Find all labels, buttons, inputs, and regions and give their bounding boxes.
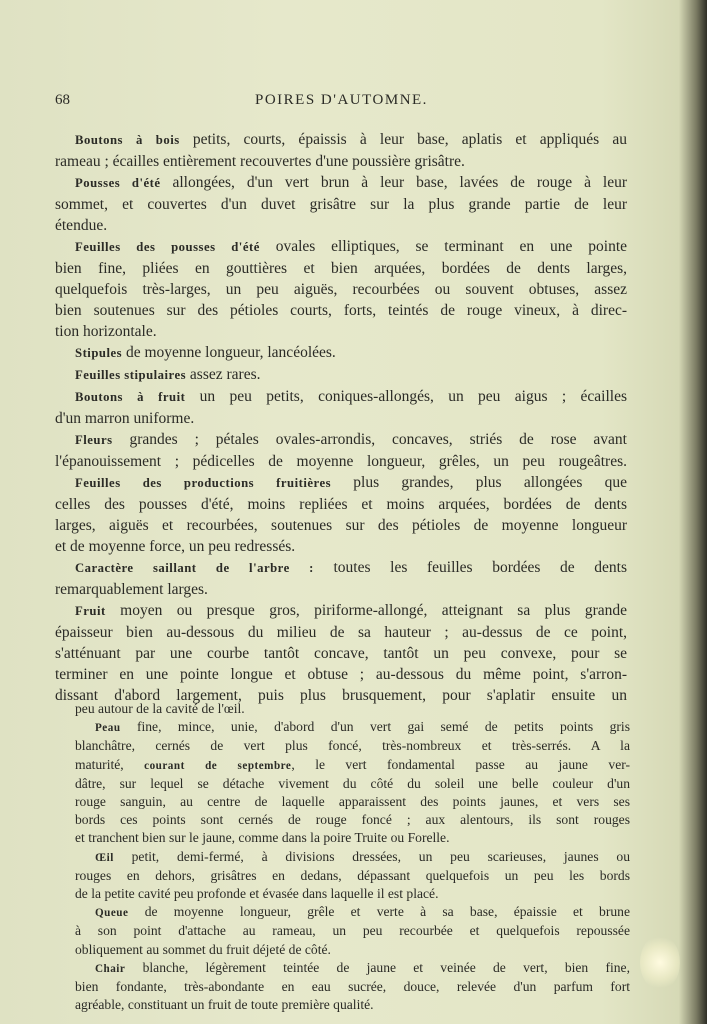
line-text: et de moyenne force, un peu redressés. xyxy=(55,538,296,555)
line-text: maturité, xyxy=(75,756,145,772)
text-line xyxy=(55,408,627,429)
line-text: obliquement au sommet du fruit déjeté de côté. xyxy=(75,941,331,957)
line-text: peu autour de la cavité de l'œil. xyxy=(75,701,245,716)
line-text: de la petite cavité peu profonde et évasée dans laquelle il est placé. xyxy=(75,886,439,902)
text-line xyxy=(75,978,630,996)
text-line xyxy=(55,515,627,536)
line-text: moyen ou presque gros, piriforme-allongé, atteignant sa plus grande xyxy=(105,602,627,619)
line-text: et tranchent bien sur le jaune, comme dans la poire Truite ou Forelle. xyxy=(75,830,450,846)
line-text: remarquablement larges. xyxy=(55,581,208,598)
line-text: bien soutenues sur des pétioles courts, forts, teintés de rouge vineux, à direc- xyxy=(55,302,627,319)
text-line xyxy=(75,848,630,867)
line-text: tion horizontale. xyxy=(55,323,157,340)
emphasis-text: courant de septembre xyxy=(144,759,292,772)
run-in-heading: Fleurs xyxy=(75,433,113,447)
line-text: bords ces points sont cernés de rouge foncé ; aux alentours, ils sont rouges xyxy=(75,812,630,828)
text-line xyxy=(55,536,627,557)
line-text: toutes les feuilles bordées de dents xyxy=(313,559,627,576)
run-in-heading: Queue xyxy=(95,907,129,920)
text-line xyxy=(75,700,630,718)
text-line xyxy=(55,622,627,643)
run-in-heading: Boutons à bois xyxy=(75,133,180,147)
line-text: rameau ; écailles entièrement recouvertes d'une poussière grisâtre. xyxy=(55,153,465,170)
page-number: 68 xyxy=(55,92,70,108)
text-line xyxy=(55,643,627,664)
line-text: rouge sanguin, au centre de laquelle apparaissent des points jaunes, et vers ses xyxy=(75,794,630,810)
text-line xyxy=(75,775,630,793)
line-text: petits, courts, épaissis à leur base, aplatis et appliqués au xyxy=(179,131,627,148)
text-line xyxy=(75,959,630,978)
text-line xyxy=(55,664,627,685)
page-header xyxy=(55,92,645,116)
run-in-heading: Pousses d'été xyxy=(75,176,161,190)
text-line xyxy=(75,756,630,775)
text-line xyxy=(55,236,627,258)
line-text: d'un marron uniforme. xyxy=(55,410,195,427)
text-line xyxy=(55,579,627,600)
text-line xyxy=(55,600,627,622)
line-text: dâtre, sur lequel se détache vivement du côté du soleil une belle couleur d'un xyxy=(75,775,630,791)
line-text: allongées, d'un vert brun à leur base, lavées de rouge à leur xyxy=(160,174,627,191)
line-text: sommet, et couvertes d'un duvet grisâtre sur la plus grande partie de leur xyxy=(55,196,627,213)
text-line xyxy=(55,300,627,321)
run-in-heading: Feuilles des productions fruitières xyxy=(75,476,332,490)
text-line xyxy=(55,172,627,194)
text-line xyxy=(75,867,630,885)
text-line xyxy=(75,941,630,959)
line-text: petit, demi-fermé, à divisions dressées, un peu scarieuses, jaunes ou xyxy=(113,848,630,864)
line-text: de moyenne longueur, grêle et verte à sa base, épaissie et brune xyxy=(128,904,630,920)
text-line xyxy=(55,129,627,151)
line-text: blanche, légèrement teintée de jaune et veinée de vert, bien fine, xyxy=(125,959,630,975)
text-line xyxy=(75,811,630,829)
line-text: celles des pousses d'été, moins repliées et moins arquées, bordées de dents xyxy=(55,496,627,513)
text-line xyxy=(75,718,630,737)
line-text: , le vert fondamental passe au jaune ver- xyxy=(291,756,630,772)
text-line xyxy=(75,829,630,847)
line-text: s'atténuant par une courbe tantôt concave, tantôt un peu convexe, pour se xyxy=(55,645,627,662)
line-text: grandes ; pétales ovales-arrondis, concaves, striés de rose avant xyxy=(112,431,627,448)
text-line xyxy=(75,885,630,903)
text-line xyxy=(55,557,627,579)
line-text: quelquefois très-larges, un peu aiguës, recourbées ou souvent obtuses, assez xyxy=(55,281,627,298)
line-text: plus grandes, plus allongées que xyxy=(331,474,627,491)
line-text: de moyenne longueur, lancéolées. xyxy=(122,344,336,361)
line-text: l'épanouissement ; pédicelles de moyenne longueur, grêles, un peu rougeâtres. xyxy=(55,453,627,470)
text-line xyxy=(75,922,630,940)
text-line xyxy=(55,494,627,515)
run-in-heading: Œil xyxy=(95,851,114,864)
line-text: épaisseur bien au-dessous du milieu de sa hauteur ; au-dessus de ce point, xyxy=(55,624,627,641)
line-text: bien fondante, très-abondante en eau sucrée, douce, relevée d'un parfum fort xyxy=(75,979,630,995)
text-line xyxy=(75,996,630,1014)
text-line xyxy=(55,321,627,342)
line-text: bien fine, pliées en gouttières et bien arquées, bordées de dents larges, xyxy=(55,260,627,277)
line-text: fine, mince, unie, d'abord d'un vert gai semé de petits points gris xyxy=(120,719,630,735)
line-text: ovales elliptiques, se terminant en une pointe xyxy=(259,238,627,255)
line-text: rouges en dehors, grisâtres en dedans, dépassant quelquefois un peu les bords xyxy=(75,867,630,883)
line-text: agréable, constituant un fruit de toute première qualité. xyxy=(75,997,374,1013)
run-in-heading: Peau xyxy=(95,722,121,735)
line-text: étendue. xyxy=(55,217,108,234)
run-in-heading: Caractère saillant de l'arbre : xyxy=(75,561,314,575)
run-in-heading: Feuilles des pousses d'été xyxy=(75,240,260,254)
text-line xyxy=(55,429,627,451)
run-in-heading: Stipules xyxy=(75,346,123,360)
text-line xyxy=(55,194,627,215)
line-text: à son point d'attache au rameau, un peu recourbée et quelquefois repoussée xyxy=(75,923,630,939)
text-line xyxy=(55,342,627,364)
text-line xyxy=(55,215,627,236)
run-in-heading: Boutons à fruit xyxy=(75,390,186,404)
run-in-heading: Fruit xyxy=(75,604,106,618)
line-text: larges, aiguës et recourbées, soutenues sur des pétioles de moyenne longueur xyxy=(55,517,627,534)
text-line xyxy=(55,279,627,300)
running-title: POIRES D'AUTOMNE. xyxy=(255,92,428,108)
line-text: dissant d'abord largement, puis plus brusquement, pour s'aplatir ensuite un xyxy=(55,687,627,704)
line-text: assez rares. xyxy=(186,366,261,383)
line-text: terminer en une pointe longue et obtuse ; au-dessous du même point, s'arron- xyxy=(55,666,627,683)
line-text: un peu petits, coniques-allongés, un peu aigus ; écailles xyxy=(185,388,627,405)
body-text-upper xyxy=(55,129,627,706)
text-line xyxy=(55,364,627,386)
text-line xyxy=(75,903,630,922)
text-line xyxy=(75,737,630,755)
text-line xyxy=(55,151,627,172)
run-in-heading: Chair xyxy=(95,962,126,975)
run-in-heading: Feuilles stipulaires xyxy=(75,368,187,382)
text-line xyxy=(55,472,627,494)
line-text: blanchâtre, cernés de vert plus foncé, très-nombreux et très-serrés. A la xyxy=(75,738,630,754)
body-text-lower xyxy=(75,700,630,1014)
text-line xyxy=(55,386,627,408)
text-line xyxy=(55,451,627,472)
text-line xyxy=(75,793,630,811)
light-glare xyxy=(640,935,680,990)
text-line xyxy=(55,258,627,279)
